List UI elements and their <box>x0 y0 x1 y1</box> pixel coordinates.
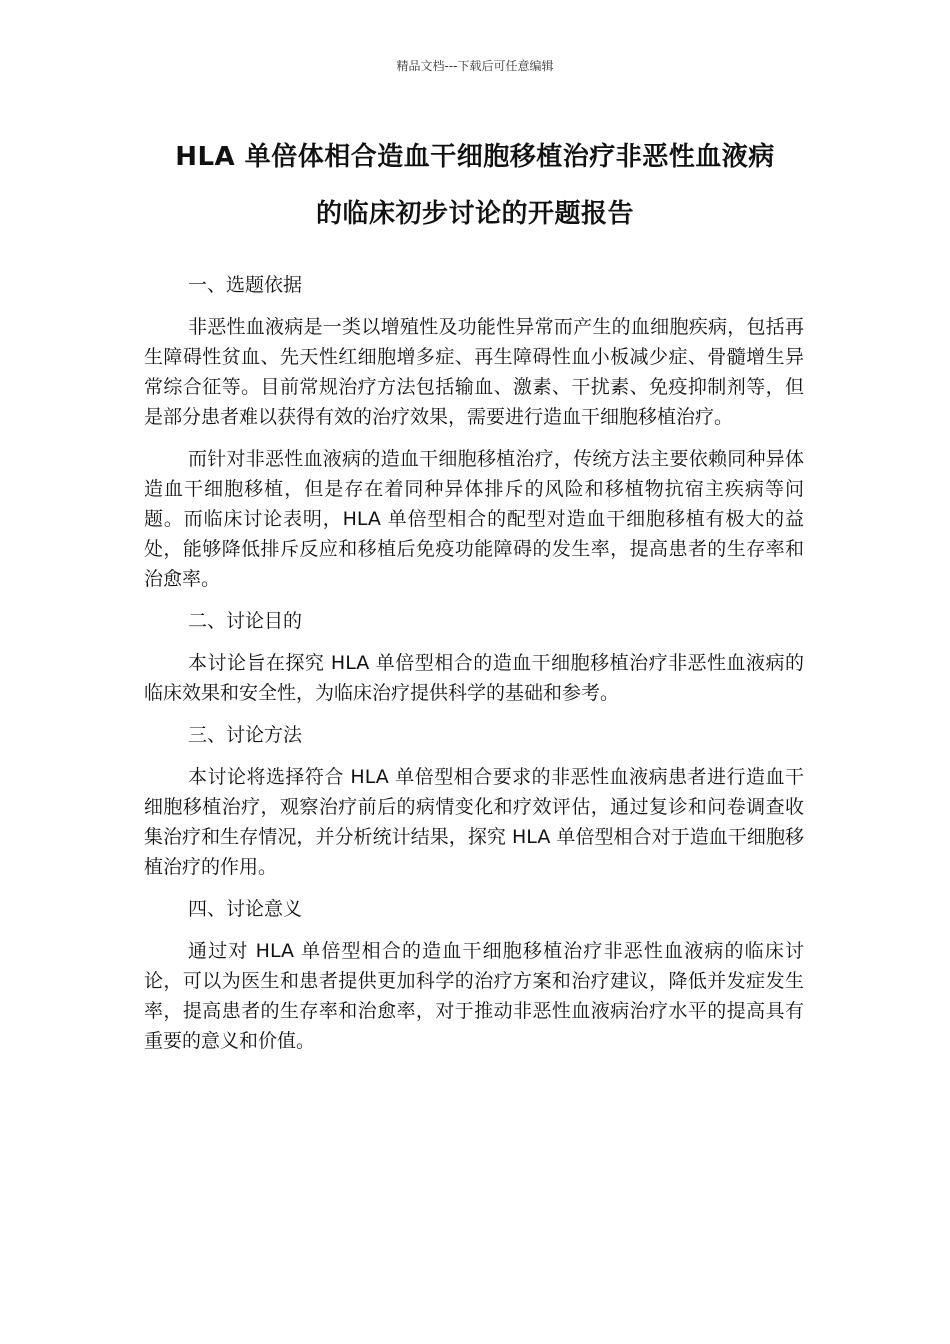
paragraph-significance: 通过对 HLA 单倍型相合的造血干细胞移植治疗非恶性血液病的临床讨论，可以为医生和患者提供更加科学的治疗方案和治疗建议，降低并发症发生率，提高患者的生存率和治愈率，对于推动非恶性血液病治疗水平的提高具有重要的意义和价值。 <box>144 940 804 1052</box>
paragraph-basis-1: 非恶性血液病是一类以增殖性及功能性异常而产生的血细胞疾病，包括再生障碍性贫血、先天性红细胞增多症、再生障碍性血小板减少症、骨髓增生异常综合征等。目前常规治疗方法包括输血、激素、干扰素、免疫抑制剂等，但是部分患者难以获得有效的治疗效果，需要进行造血干细胞移植治疗。 <box>144 316 804 428</box>
paragraph-purpose: 本讨论旨在探究 HLA 单倍型相合的造血干细胞移植治疗非恶性血液病的临床效果和安全性，为临床治疗提供科学的基础和参考。 <box>144 652 804 704</box>
document-title-line-2: 的临床初步讨论的开题报告 <box>315 199 634 229</box>
section-heading-purpose: 二、讨论目的 <box>188 610 303 632</box>
section-heading-basis: 一、选题依据 <box>188 274 303 296</box>
paragraph-basis-2: 而针对非恶性血液病的造血干细胞移植治疗，传统方法主要依赖同种异体造血干细胞移植，但是存在着同种异体排斥的风险和移植物抗宿主疾病等问题。而临床讨论表明，HLA 单倍型相合的配型对造血干细胞移植有极大的益处，能够降低排斥反应和移植后免疫功能障碍的发生率，提高患者的生存率和治愈率。 <box>144 448 804 590</box>
paragraph-method: 本讨论将选择符合 HLA 单倍型相合要求的非恶性血液病患者进行造血干细胞移植治疗，观察治疗前后的病情变化和疗效评估，通过复诊和问卷调查收集治疗和生存情况，并分析统计结果，探究 HLA 单倍型相合对于造血干细胞移植治疗的作用。 <box>144 766 804 878</box>
section-heading-method: 三、讨论方法 <box>188 724 303 746</box>
header-note: 精品文档---下载后可任意编辑 <box>396 59 554 73</box>
document-title-line-1: HLA 单倍体相合造血干细胞移植治疗非恶性血液病 <box>175 142 775 172</box>
section-heading-significance: 四、讨论意义 <box>188 898 303 920</box>
document-body <box>144 270 804 1068</box>
